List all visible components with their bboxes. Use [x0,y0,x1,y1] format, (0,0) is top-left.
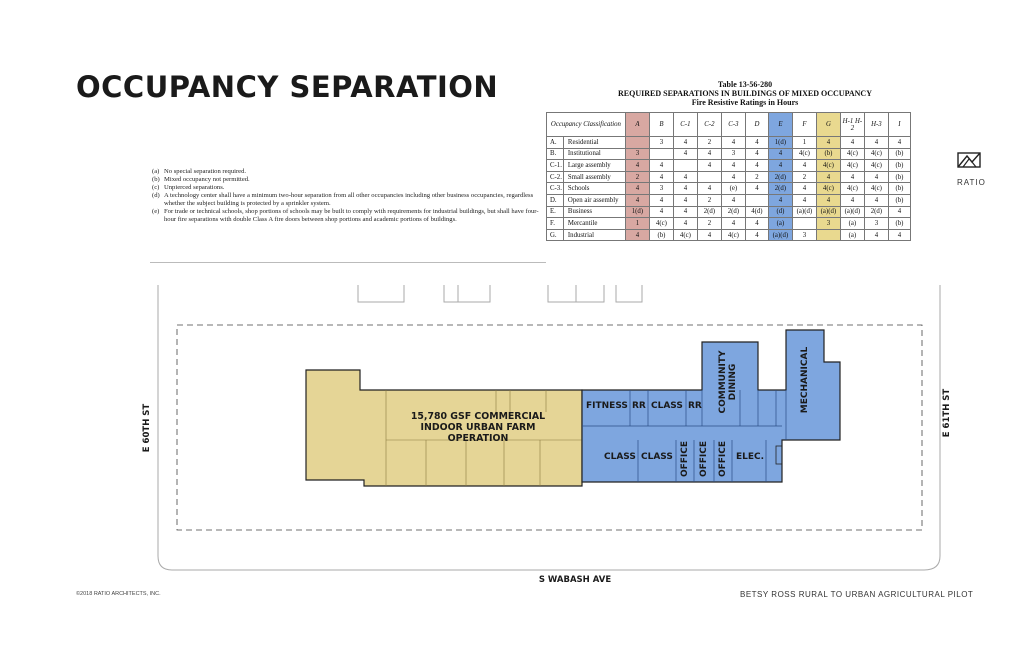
street-e-61th: E 61TH ST [942,388,952,438]
copyright: ©2018 RATIO ARCHITECTS, INC. [76,591,161,597]
table-cell: 4 [673,137,697,149]
row-code: B. [547,148,564,160]
footnote-key: (d) [152,192,160,199]
table-cell: 4 [625,194,649,206]
table-cell: 4 [673,183,697,195]
footnote-text: Unpierced separations. [164,184,225,191]
row-name: Open air assembly [563,194,625,206]
table-cell: (b) [816,148,840,160]
column-header: H-3 [864,113,888,137]
table-cell: 4 [768,194,792,206]
row-code: D. [547,194,564,206]
table-cell: 4 [649,160,673,172]
row-code: C-3. [547,183,564,195]
table-cell: 4 [792,194,816,206]
table-cell: 4 [768,160,792,172]
table-cell: 4(c) [840,148,864,160]
footnote-key: (b) [152,176,160,183]
table-cell: 4 [745,229,768,241]
street-s-wabash: S WABASH AVE [538,575,612,585]
row-code: E. [547,206,564,218]
footnote-text: No special separation required. [164,168,247,175]
table-cell: 4 [745,183,768,195]
table-cell: 2(d) [864,206,888,218]
table-cell: 2(d) [768,183,792,195]
street-e-60th: E 60TH ST [142,403,152,453]
table-number: Table 13-56-280 [717,80,773,89]
table-cell: 4 [697,183,721,195]
room-rr-1: RR [632,401,646,411]
table-cell: 4 [673,218,697,230]
table-cell: 4 [673,148,697,160]
table-cell: 4 [816,137,840,149]
footnote-text: For trade or technical schools, shop portions of schools may be built to comply with requirements for industrial buildings, but shall have four-hour fire separations with double Class A fire doors between shop portions and academic portions of buildings. [164,208,539,223]
room-class-1: CLASS [604,452,636,462]
room-office-3: OFFICE [718,440,728,478]
table-cell: 4(c) [816,160,840,172]
column-header: A [625,113,649,137]
table-cell: 4 [745,160,768,172]
table-cell: (b) [888,194,910,206]
room-office-2: OFFICE [699,440,709,478]
table-cell: 4(c) [864,183,888,195]
row-code: A. [547,137,564,149]
table-cell: (e) [721,183,745,195]
table-cell: 1(d) [768,137,792,149]
table-cell: 4 [745,137,768,149]
table-cell: 4 [888,206,910,218]
table-cell: 4 [625,183,649,195]
row-code: F. [547,218,564,230]
table-cell: (a) [840,218,864,230]
table-cell: 2 [697,194,721,206]
table-cell: 4 [816,171,840,183]
table-cell: 4 [768,148,792,160]
table-cell: 4 [816,194,840,206]
page-title: OCCUPANCY SEPARATION [76,70,499,104]
table-cell: 4(c) [864,148,888,160]
column-header: G [816,113,840,137]
table-cell: 4 [697,148,721,160]
farm-label: 15,780 GSF COMMERCIAL INDOOR URBAN FARM OPERATION [410,411,546,444]
parking-stubs [358,285,642,302]
table-cell: 4 [745,218,768,230]
column-header: D [745,113,768,137]
footnote-key: (e) [152,208,160,215]
row-name: Business [563,206,625,218]
table-cell: 4(c) [816,183,840,195]
column-header: H-1 H-2 [840,113,864,137]
table-cell: 4 [864,171,888,183]
table-cell: 4 [840,194,864,206]
table-cell: (b) [888,160,910,172]
table-cell: 4 [864,229,888,241]
room-community-dining: COMMUNITY DINING [718,350,738,414]
table-cell: 4 [864,137,888,149]
table-cell: 4(c) [792,148,816,160]
table-cell: (b) [888,171,910,183]
table-cell: (a)(d) [840,206,864,218]
table-cell: 3 [816,218,840,230]
room-fitness: FITNESS [586,401,628,411]
row-name: Industrial [563,229,625,241]
table-cell: (a) [840,229,864,241]
table-cell: (a)(d) [792,206,816,218]
row-name: Small assembly [563,171,625,183]
footnote-key: (c) [152,184,160,191]
table-cell: 4 [721,218,745,230]
footnote-text: A technology center shall have a minimum two-hour separation from all other occupancies including other business occupancies, regardless whether the subject building is protected by a sprinkler system. [164,192,534,207]
table-cell: 4 [864,194,888,206]
table-cell: 3 [649,183,673,195]
table-cell: 2 [625,171,649,183]
table-cell: 4 [625,229,649,241]
table-cell: 1 [625,218,649,230]
project-name: BETSY ROSS RURAL TO URBAN AGRICULTURAL PILOT [740,590,974,599]
table-cell: 2(d) [768,171,792,183]
table-cell: 4 [888,229,910,241]
table-cell: 2 [697,137,721,149]
room-mechanical: MECHANICAL [800,346,810,414]
table-cell: 3 [792,229,816,241]
table-cell: (b) [888,183,910,195]
column-header: I [888,113,910,137]
table-cell: 4(c) [864,160,888,172]
table-cell: 4 [721,137,745,149]
column-header: C-1 [673,113,697,137]
table-corner-header: Occupancy Classification [547,113,626,137]
table-cell: 1(d) [625,206,649,218]
column-header: C-2 [697,113,721,137]
row-name: Mercantile [563,218,625,230]
table-cell: 4(d) [745,206,768,218]
ratio-logo-text: RATIO [957,178,986,187]
room-class-top: CLASS [651,401,683,411]
table-cell: 2(d) [721,206,745,218]
table-cell: 4 [649,171,673,183]
table-cell: (b) [649,229,673,241]
table-cell: 4 [721,194,745,206]
table-cell: 4 [673,194,697,206]
row-code: C-2. [547,171,564,183]
row-code: C-1. [547,160,564,172]
table-cell: (a) [768,218,792,230]
table-cell: 4(c) [673,229,697,241]
table-cell: 4(c) [840,183,864,195]
row-name: Institutional [563,148,625,160]
table-cell: 4 [745,148,768,160]
table-cell: 1 [792,137,816,149]
table-cell: 4 [649,206,673,218]
row-name: Residential [563,137,625,149]
table-cell: 2(d) [697,206,721,218]
table-cell: 3 [721,148,745,160]
table-cell: 4 [697,160,721,172]
footnote-text: Mixed occupancy not permitted. [164,176,250,183]
table-subheading: Fire Resistive Ratings in Hours [691,98,799,107]
row-code: G. [547,229,564,241]
room-rr-2: RR [688,401,702,411]
table-cell: 4 [721,171,745,183]
footnote-key: (a) [152,168,160,175]
table-cell: 2 [697,218,721,230]
table-cell: 4 [792,160,816,172]
table-cell: (d) [768,206,792,218]
table-cell: 4 [721,160,745,172]
table-cell: 4 [625,160,649,172]
table-cell: 4 [840,171,864,183]
column-header: B [649,113,673,137]
row-name: Schools [563,183,625,195]
table-cell: 3 [625,148,649,160]
table-cell: 4 [697,229,721,241]
row-name: Large assembly [563,160,625,172]
column-header: E [768,113,792,137]
table-cell: (a)(d) [816,206,840,218]
table-cell: 4 [792,183,816,195]
table-cell: 2 [745,171,768,183]
table-cell: 4 [673,171,697,183]
table-cell: 4 [840,137,864,149]
table-cell: 2 [792,171,816,183]
table-cell: (b) [888,218,910,230]
column-header: F [792,113,816,137]
table-cell: 4 [888,137,910,149]
room-class-2: CLASS [641,452,673,462]
room-elec: ELEC. [736,452,765,462]
table-cell: 3 [649,137,673,149]
table-cell: (b) [888,148,910,160]
table-cell: 3 [864,218,888,230]
table-cell: 4(c) [840,160,864,172]
table-cell: 4 [673,206,697,218]
room-office-1: OFFICE [680,440,690,478]
column-header: C-3 [721,113,745,137]
table-cell: 4 [649,194,673,206]
table-heading: REQUIRED SEPARATIONS IN BUILDINGS OF MIXED OCCUPANCY [618,89,872,98]
table-cell: (a)(d) [768,229,792,241]
table-cell: 4(c) [649,218,673,230]
table-cell: 4(c) [721,229,745,241]
